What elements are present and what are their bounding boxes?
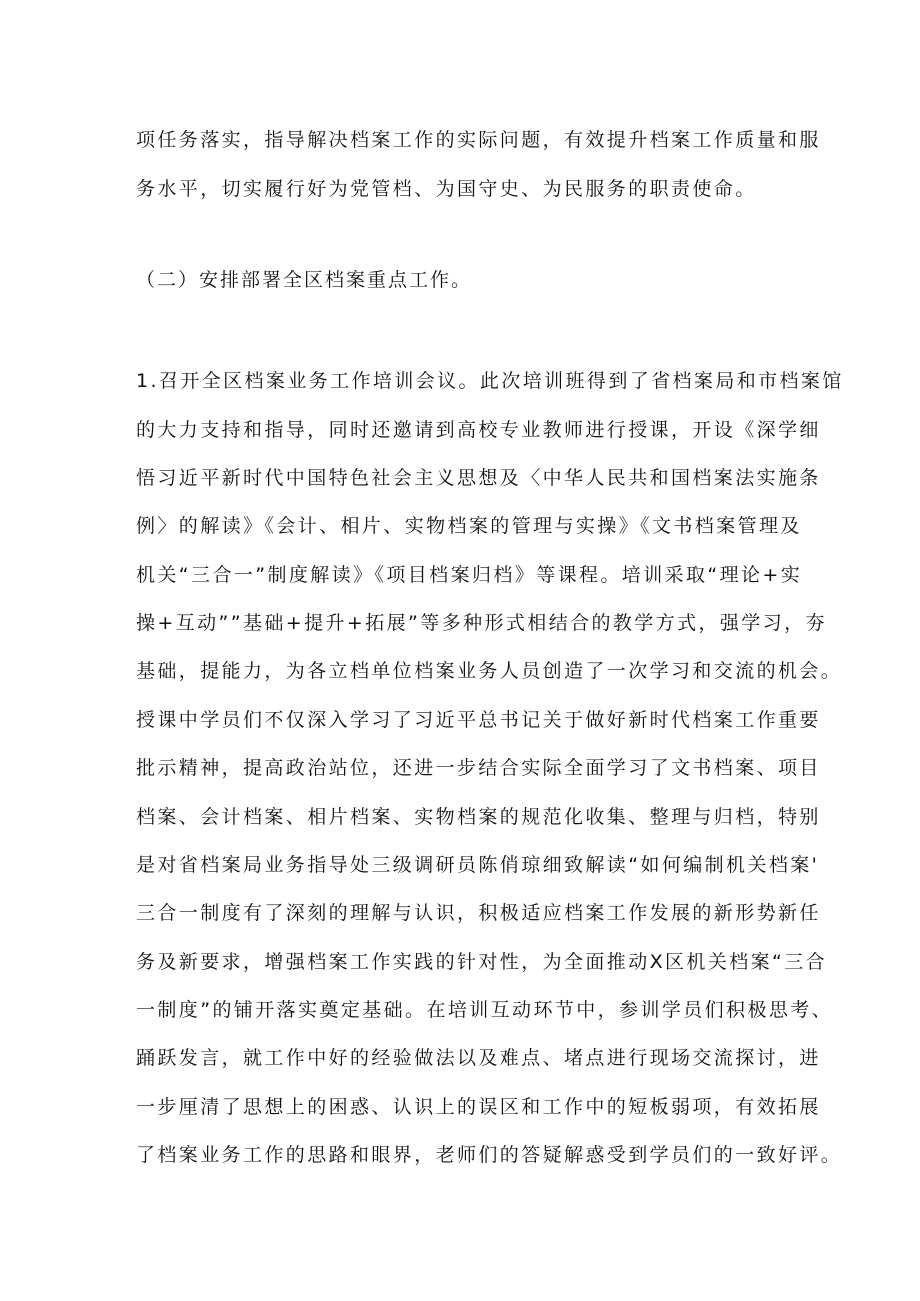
paragraph-2-line: 1.召开全区档案业务工作培训会议。此次培训班得到了省档案局和市档案馆 xyxy=(136,370,844,392)
paragraph-2-line: 务及新要求，增强档案工作实践的针对性，为全面推动X区机关档案“三合 xyxy=(136,951,828,973)
paragraph-2-line: 授课中学员们不仅深入学习了习近平总书记关于做好新时代档案工作重要 xyxy=(136,709,821,731)
paragraph-2-line: 机关“三合一”制度解读》《项目档案归档》等课程。培训采取“理论+实 xyxy=(136,564,803,586)
paragraph-2-line: 三合一制度有了深刻的理解与认识，积极适应档案工作发展的新形势新任 xyxy=(136,902,821,924)
paragraph-2-line: 例〉的解读》《会计、相片、实物档案的管理与实操》《文书档案管理及 xyxy=(136,515,802,537)
paragraph-1-line: 务水平，切实履行好为党管档、为国守史、为民服务的职责使命。 xyxy=(136,178,757,200)
paragraph-2-line: 操+互动””基础+提升+拓展”等多种形式相结合的教学方式，强学习，夯 xyxy=(136,612,827,634)
paragraph-2-line: 了档案业务工作的思路和眼界，老师们的答疑解惑受到学员们的一致好评。 xyxy=(136,1144,843,1166)
paragraph-2-line: 批示精神，提高政治站位，还进一步结合实际全面学习了文书档案、项目 xyxy=(136,757,821,779)
paragraph-2-line: 一制度”的铺开落实奠定基础。在培训互动环节中，参训学员们积极思考、 xyxy=(136,999,834,1021)
section-heading: （二）安排部署全区档案重点工作。 xyxy=(136,269,473,291)
paragraph-2-line: 悟习近平新时代中国特色社会主义思想及〈中华人民共和国档案法实施条 xyxy=(136,467,821,489)
paragraph-1-line: 项任务落实，指导解决档案工作的实际问题，有效提升档案工作质量和服 xyxy=(136,129,821,151)
paragraph-2-line: 的大力支持和指导，同时还邀请到高校专业教师进行授课，开设《深学细 xyxy=(136,419,821,441)
paragraph-2-line: 基础，提能力，为各立档单位档案业务人员创造了一次学习和交流的机会。 xyxy=(136,660,843,682)
paragraph-2-line: 踊跃发言，就工作中好的经验做法以及难点、堵点进行现场交流探讨，进 xyxy=(136,1047,821,1069)
paragraph-2-line: 档案、会计档案、相片档案、实物档案的规范化收集、整理与归档，特别 xyxy=(136,806,821,828)
paragraph-2-line: 一步厘清了思想上的困惑、认识上的误区和工作中的短板弱项，有效拓展 xyxy=(136,1096,821,1118)
paragraph-2-line: 是对省档案局业务指导处三级调研员陈俏琼细致解读“如何编制机关档案' xyxy=(136,854,820,876)
